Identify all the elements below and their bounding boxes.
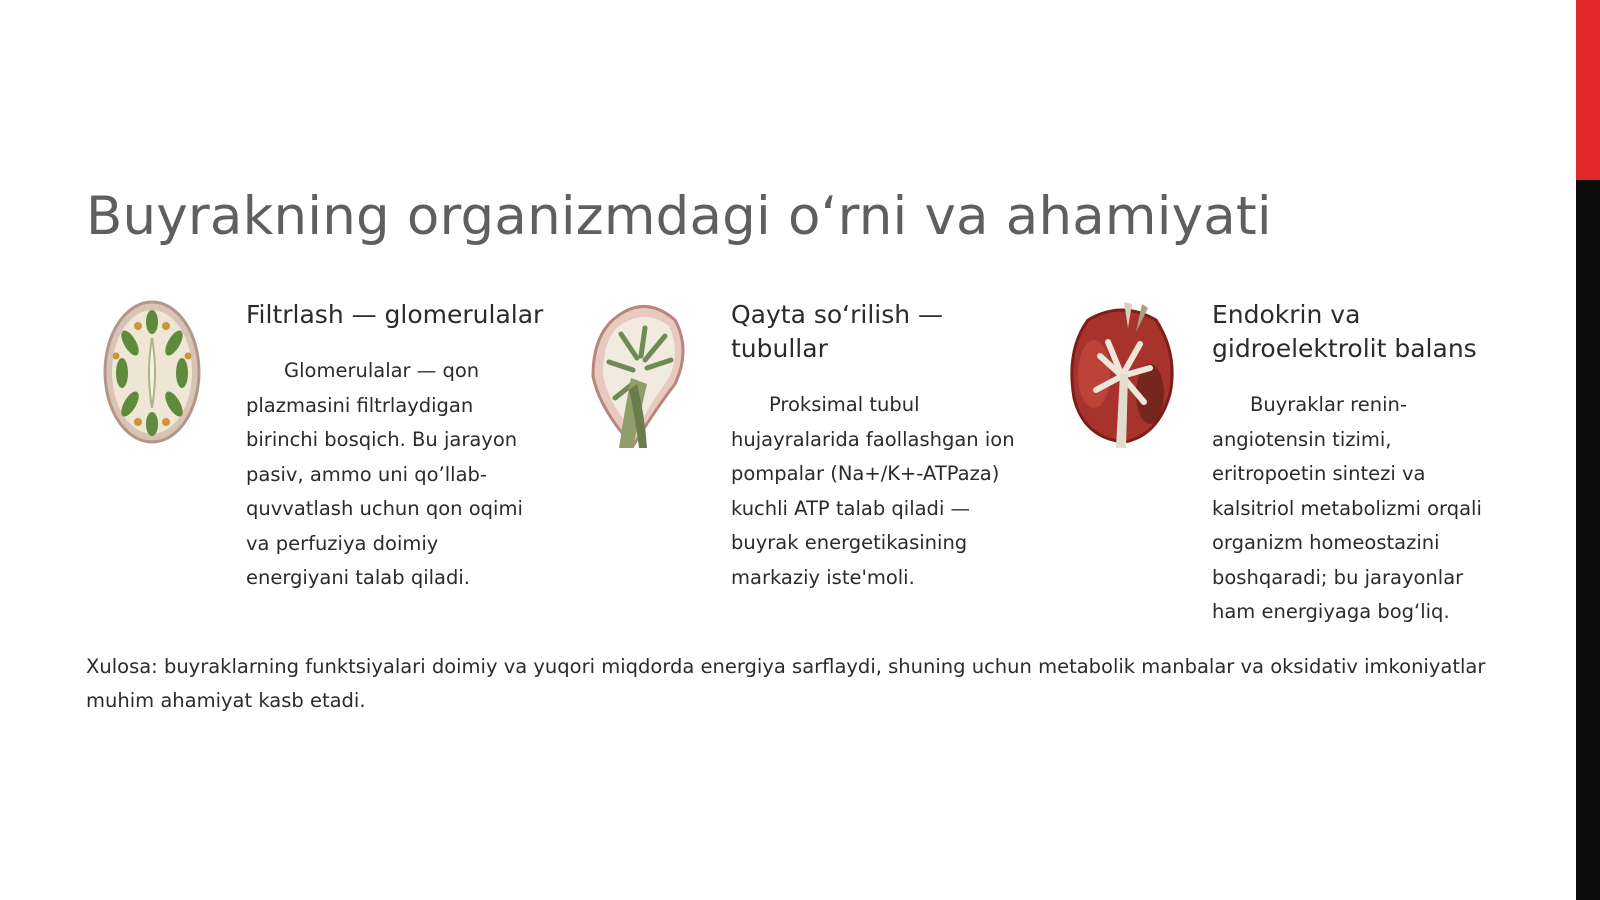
kidney-half-illustration: [585, 298, 695, 453]
kidney-red-illustration: [1066, 298, 1176, 453]
card-heading: Endokrin va gidroelektrolit balans: [1212, 300, 1477, 363]
card-heading: Filtrlash — glomerulalar: [246, 300, 544, 329]
edge-accent-black: [1576, 180, 1600, 900]
card-body: Glomerulalar — qon plazmasini filtrlaydigan birinchi bosqich. Bu jarayon pasiv, ammo uni qo’llab-quvvatlash uchun qon oqimi va perfuziya doimiy energiyani talab qiladi.: [246, 359, 523, 589]
card-body: Buyraklar renin-angiotensin tizimi, eritropoetin sintezi va kalsitriol metabolizmi orqali organizm homeostazini boshqaradi; bu jarayonlar ham energiyaga bog‘liq.: [1212, 393, 1482, 623]
card-heading: Qayta so‘rilish — tubullar: [731, 300, 944, 363]
card-filtration: [100, 298, 570, 628]
slide-title: Buyrakning organizmdagi o‘rni va ahamiyati: [86, 186, 1272, 247]
edge-accent-red: [1576, 0, 1600, 180]
conclusion-text: Xulosa: buyraklarning funktsiyalari doimiy va yuqori miqdorda energiya sarflaydi, shuning uchun metabolik manbalar va oksidativ imkoniyatlar muhim ahamiyat kasb etadi.: [86, 655, 1486, 712]
card-reabsorption: [585, 298, 1055, 628]
card-body: Proksimal tubul hujayralarida faollashgan ion pompalar (Na+/K+-ATPaza) kuchli ATP talab qiladi — buyrak energetikasining markaziy iste'moli.: [731, 393, 1015, 589]
kidney-section-illustration: [100, 298, 210, 453]
card-endocrine: [1066, 298, 1536, 628]
